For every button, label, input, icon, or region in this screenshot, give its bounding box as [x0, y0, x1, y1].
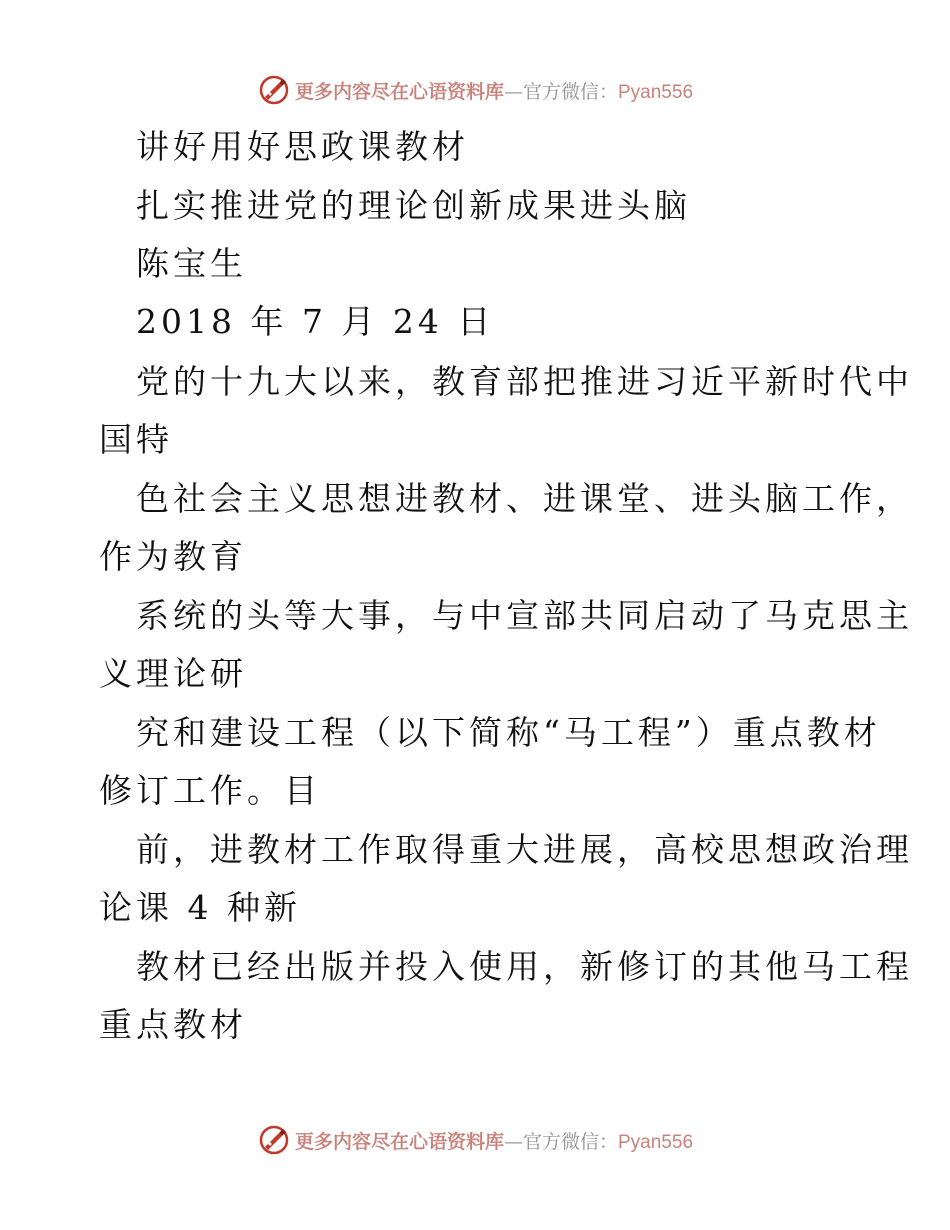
author-line: 陈宝生: [136, 244, 247, 283]
watermark-wechat-label: 官方微信：: [522, 80, 618, 103]
watermark-text: [295, 1127, 693, 1154]
paragraph-line: 色社会主义思想进教材、进课堂、进头脑工作，: [136, 479, 913, 518]
paragraph-line: 国特: [99, 420, 173, 459]
paragraph-line: 前，进教材工作取得重大进展，高校思想政治理: [136, 830, 913, 869]
title-line-1: 讲好用好思政课教材: [136, 127, 469, 166]
paragraph-line: 作为教育: [99, 537, 247, 576]
paragraph-line: 义理论研: [99, 654, 247, 693]
paragraph-line: 重点教材: [99, 1005, 247, 1044]
watermark-brand: 更多内容尽在心语资料库: [294, 80, 504, 103]
date-line: 2018 年 7 月 24 日: [136, 302, 495, 341]
header-watermark: [0, 70, 950, 110]
paragraph-line: 党的十九大以来，教育部把推进习近平新时代中: [136, 362, 913, 401]
paragraph-line: 教材已经出版并投入使用，新修订的其他马工程: [136, 947, 913, 986]
paragraph-line: 究和建设工程（以下简称“马工程”）重点教材: [136, 713, 881, 752]
watermark-text: [295, 77, 693, 104]
watermark-dash: —: [503, 1130, 523, 1153]
watermark-wechat-label: 官方微信：: [522, 1130, 618, 1153]
watermark-brand: 更多内容尽在心语资料库: [294, 1130, 504, 1153]
paragraph-line: 论课 4 种新: [99, 888, 301, 927]
paragraph-line: 修订工作。目: [99, 771, 321, 810]
title-line-2: 扎实推进党的理论创新成果进头脑: [136, 186, 691, 225]
pen-logo-icon: [257, 73, 291, 107]
footer-watermark: [0, 1120, 950, 1160]
watermark-dash: —: [503, 80, 523, 103]
pen-logo-icon: [257, 1123, 291, 1157]
watermark-wechat-id: Pyan556: [618, 81, 694, 103]
watermark-wechat-id: Pyan556: [618, 1131, 694, 1153]
paragraph-line: 系统的头等大事，与中宣部共同启动了马克思主: [136, 596, 913, 635]
